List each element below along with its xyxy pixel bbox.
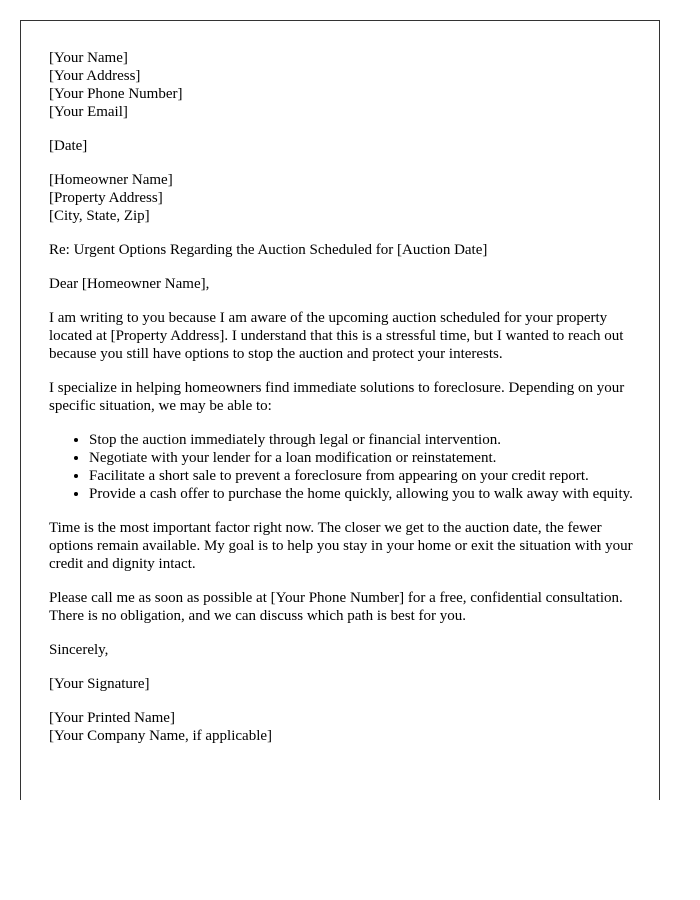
sender-block: [49, 49, 635, 121]
list-item: • Stop the auction immediately through legal or financial intervention.: [89, 431, 635, 449]
printed-name-block: [49, 709, 635, 745]
letter-date: [Date]: [49, 138, 88, 154]
sender-phone: [Your Phone Number]: [49, 86, 183, 102]
recipient-name: [Homeowner Name]: [49, 172, 173, 188]
closing: Sincerely,: [49, 642, 109, 658]
printed-name: [Your Printed Name]: [49, 710, 175, 726]
list-item: • Negotiate with your lender for a loan modification or reinstatement.: [89, 449, 635, 467]
options-list: [49, 431, 635, 503]
call-paragraph: Please call me as soon as possible at [Your Phone Number] for a free, confidential consultation. There is no obligation, and we can discuss which path is best for you.: [49, 590, 623, 624]
recipient-city-state-zip: [City, State, Zip]: [49, 208, 150, 224]
time-paragraph: Time is the most important factor right now. The closer we get to the auction date, the fewer options remain available. My goal is to help you stay in your home or exit the situation with your credit and dignity intact.: [49, 520, 633, 572]
recipient-block: [49, 171, 635, 225]
letter-page: [20, 20, 660, 800]
date-block: [49, 137, 635, 155]
intro-paragraph: I am writing to you because I am aware of the upcoming auction scheduled for your property located at [Property Address]. I understand that this is a stressful time, but I wanted to reach out because you still have options to stop the auction and protect your interests.: [49, 310, 624, 362]
list-item: • Facilitate a short sale to prevent a foreclosure from appearing on your credit report.: [89, 467, 635, 485]
specialize-paragraph: I specialize in helping homeowners find immediate solutions to foreclosure. Depending on your specific situation, we may be able to:: [49, 380, 625, 414]
sender-address: [Your Address]: [49, 68, 141, 84]
recipient-address: [Property Address]: [49, 190, 163, 206]
sender-name: [Your Name]: [49, 50, 128, 66]
list-item: • Provide a cash offer to purchase the home quickly, allowing you to walk away with equity.: [89, 485, 635, 503]
subject-line: Re: Urgent Options Regarding the Auction Scheduled for [Auction Date]: [49, 242, 488, 258]
sender-email: [Your Email]: [49, 104, 128, 120]
salutation: Dear [Homeowner Name],: [49, 276, 210, 292]
signature: [Your Signature]: [49, 676, 150, 692]
company-name: [Your Company Name, if applicable]: [49, 728, 273, 744]
